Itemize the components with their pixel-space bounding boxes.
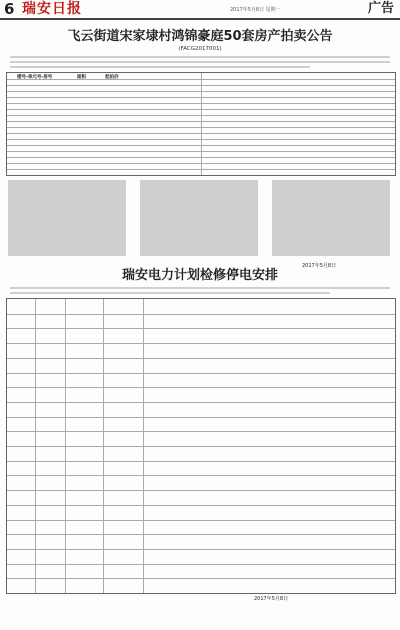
outage-table [6,298,396,594]
table-divider [65,299,66,593]
table-divider [35,299,36,593]
intro-text-placeholder [10,61,390,63]
outage-sign-date: 2017年5月8日 [254,596,289,602]
intro-text-placeholder [10,56,390,58]
property-table [6,72,396,176]
page-number: 6 [4,0,15,18]
page-header [0,0,400,20]
table-row [7,163,395,164]
notice-sign-date: 2017年5月8日 [302,263,337,269]
outage-intro-placeholder [10,287,390,289]
table-row [7,169,395,170]
body-text-placeholder [140,180,258,256]
table-row [7,145,395,146]
table-row [7,121,395,122]
table-divider [201,73,202,175]
table-header: 面积 [77,75,86,80]
table-row [7,133,395,134]
body-text-placeholder [272,180,390,256]
date-line: 2017年5月8日 星期一 [230,7,281,13]
outage-intro-placeholder [10,292,330,294]
notice-doc-number: (FACG2017001) [178,46,222,52]
body-text-placeholder [8,180,126,256]
table-row [7,79,395,80]
table-row [7,157,395,158]
table-row [7,109,395,110]
table-divider [103,299,104,593]
notice-title: 飞云街道宋家埭村鸿锦豪庭50套房产拍卖公告 [67,29,333,44]
table-row [7,103,395,104]
intro-text-placeholder [10,66,310,68]
table-row [7,91,395,92]
table-row [7,151,395,152]
section-label: 广告 [367,1,394,16]
table-row [7,97,395,98]
table-header: 起拍价 [105,75,119,80]
table-row [7,139,395,140]
table-divider [143,299,144,593]
masthead-logo: 瑞安日报 [22,1,82,17]
table-row [7,85,395,86]
table-row [7,115,395,116]
table-row [7,127,395,128]
table-header: 楼号-单元号-房号 [17,75,53,80]
outage-title: 瑞安电力计划检修停电安排 [121,268,278,283]
